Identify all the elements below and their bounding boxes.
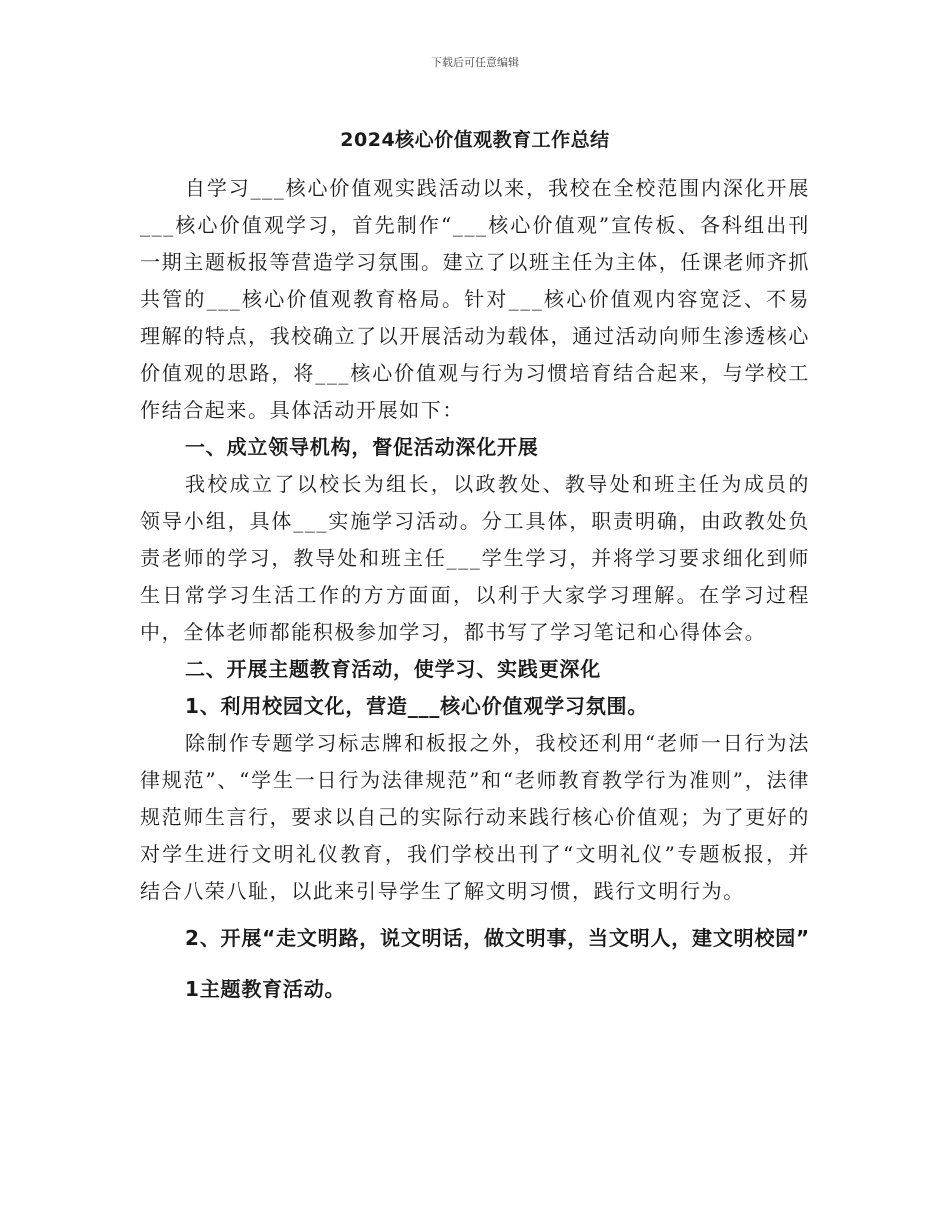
heading-subsection-2: 2、开展“走文明路，说文明话，做文明事，当文明人，建文明校园” xyxy=(185,926,811,950)
paragraph-campus-culture: 除制作专题学习标志牌和板报之外，我校还利用“老师一日行为法律规范”、“学生一日行为法律规范”和“老师教育教学行为准则”，法律规范师生言行，要求以自己的实际行动来践行核心价值观；为了更好的对学生进行文明礼仪教育，我们学校出刊了“文明礼仪”专题板报，并结合八荣八耻，以此来引导学生了解文明习惯，践行文明行为。 xyxy=(140,731,810,903)
heading-section-2: 二、开展主题教育活动，使学习、实践更深化 xyxy=(185,657,601,681)
paragraph-leadership: 我校成立了以校长为组长，以政教处、教导处和班主任为成员的领导小组，具体___实施学习活动。分工具体，职责明确，由政教处负责老师的学习，教导处和班主任___学生学习，并将学习要求细化到师生日常学习生活工作的方方面面，以利于大家学习理解。在学习过程中，全体老师都能积极参加学习，都书写了学习笔记和心得体会。 xyxy=(140,472,810,644)
paragraph-intro: 自学习___核心价值观实践活动以来，我校在全校范围内深化开展___核心价值观学习，首先制作“___核心价值观”宣传板、各科组出刊一期主题板报等营造学习氛围。建立了以班主任为主体，任课老师齐抓共管的___核心价值观教育格局。针对___核心价值观内容宽泛、不易理解的特点，我校确立了以开展活动为载体，通过活动向师生渗透核心价值观的思路，将___核心价值观与行为习惯培育结合起来，与学校工作结合起来。具体活动开展如下： xyxy=(140,176,810,422)
document-title: 2024核心价值观教育工作总结 xyxy=(340,129,610,151)
heading-section-1: 一、成立领导机构，督促活动深化开展 xyxy=(185,435,539,459)
heading-subsection-2-continued: 1主题教育活动。 xyxy=(185,977,346,1001)
header-note: 下载后可任意编辑 xyxy=(431,56,519,69)
document-body xyxy=(140,170,810,1008)
heading-subsection-1: 1、利用校园文化，营造___核心价值观学习氛围。 xyxy=(185,694,649,718)
